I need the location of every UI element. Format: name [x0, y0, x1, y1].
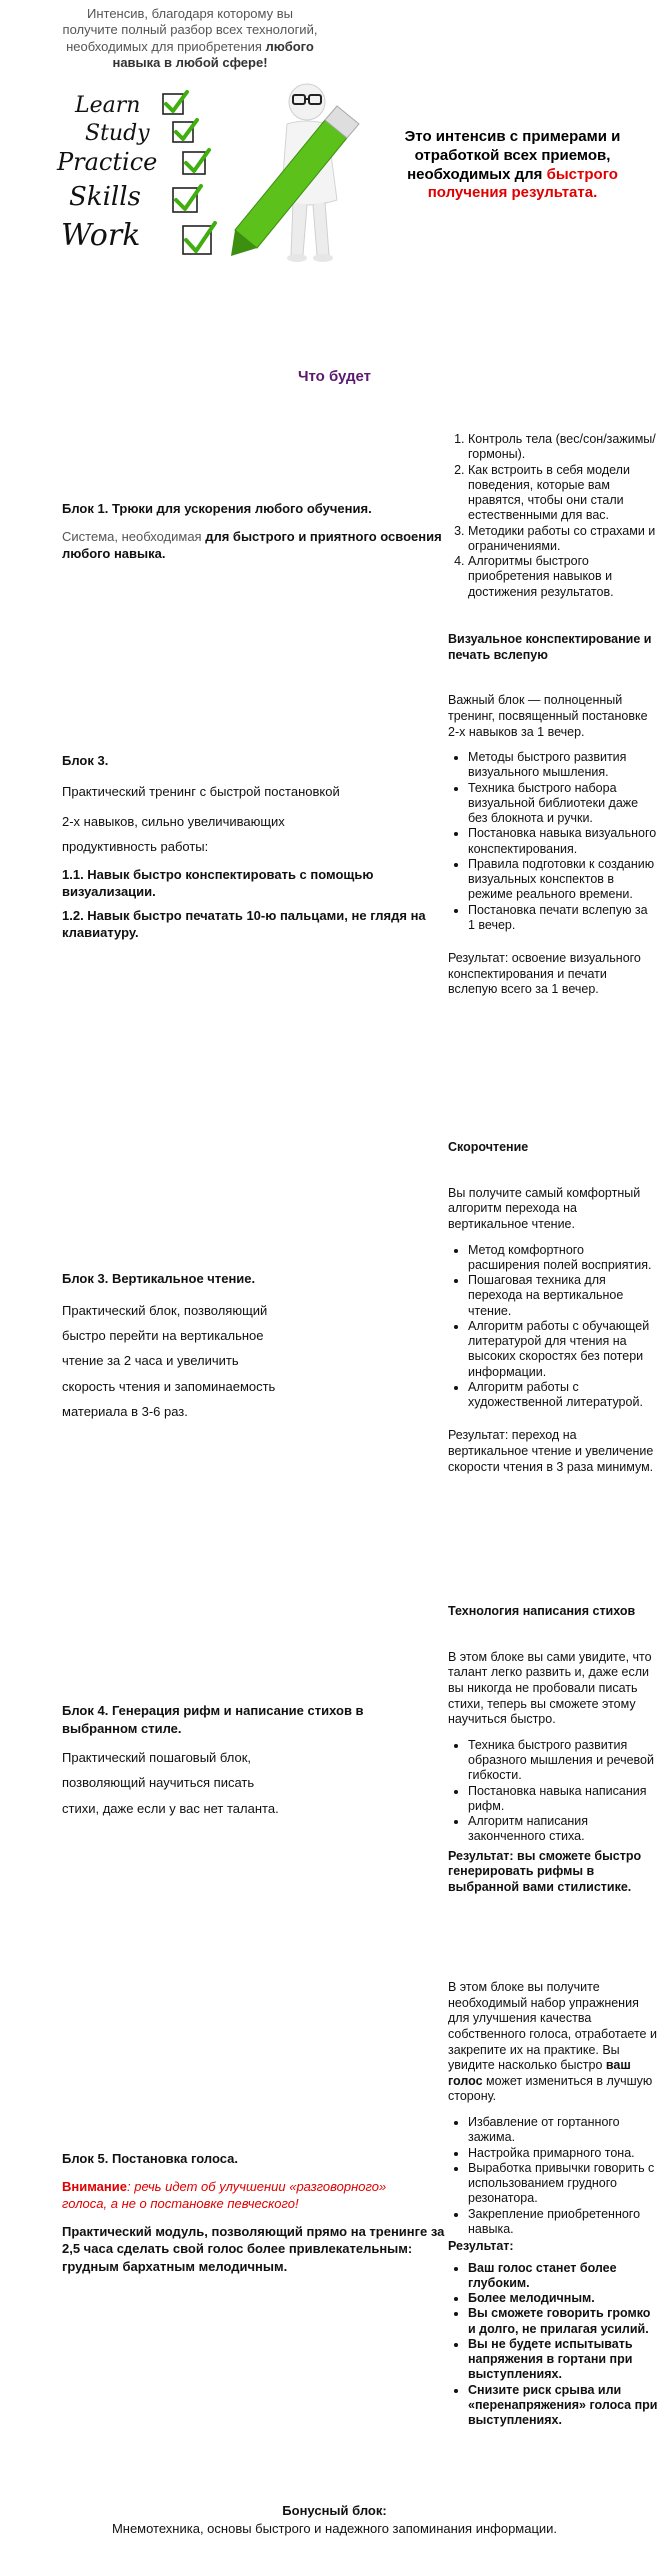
block2-left [62, 752, 457, 948]
block2-list [448, 750, 658, 933]
block3-line: чтение за 2 часа и увеличить [62, 1353, 239, 1369]
word-work: Work [61, 218, 141, 253]
list-item: • Метод комфортного расширения полей восприятия. [468, 1243, 658, 1274]
block4-list [448, 1738, 658, 1845]
word-practice: Practice [57, 148, 158, 176]
block3-list [448, 1243, 658, 1411]
block2-result: Результат: освоение визуального конспектирования и печати вслепую всего за 1 вечер. [448, 951, 641, 997]
list-item: • Алгоритм работы с обучающей литературой для чтения на высоких скоростях без потери информации. [468, 1319, 658, 1380]
checkmark-icon [166, 92, 187, 111]
list-item: 1. Контроль тела (вес/сон/зажимы/гормоны). [468, 432, 658, 463]
word-learn: Learn [75, 93, 141, 118]
block3-line: Практический блок, позволяющий [62, 1302, 268, 1318]
list-item: • Пошаговая техника для перехода на вертикальное чтение. [468, 1273, 658, 1319]
block5-right [448, 1980, 658, 2440]
block3-right [448, 1140, 658, 1485]
block3-title: Блок 3. Вертикальное чтение. [62, 1271, 256, 1286]
block5-result-label: Результат: [448, 2239, 514, 2253]
block1-left [62, 500, 457, 569]
block4-result: Результат: вы сможете быстро генерировать рифмы в выбранной вами стилистике. [448, 1848, 642, 1894]
list-item: • Техника быстрого развития образного мышления и речевой гибкости. [468, 1738, 658, 1784]
list-item: 3. Методики работы со страхами и ограничениями. [468, 524, 658, 555]
block4-line: Практический пошаговый блок, [62, 1750, 252, 1766]
list-item: • Ваш голос станет более глубоким. [468, 2261, 658, 2292]
list-item: 2. Как встроить в себя модели поведения, которые вам нравятся, чтобы они стали естественными для вас. [468, 463, 658, 524]
block5-title: Блок 5. Постановка голоса. [62, 2151, 238, 2166]
block2-skill-2: 1.2. Навык быстро печатать 10-ю пальцами, не глядя на клавиатуру. [62, 907, 426, 941]
list-item: • Постановка навыка написания рифм. [468, 1784, 658, 1815]
block5-desc: Практический модуль, позволяющий прямо на тренинге за 2,5 часа сделать свой голос более привлекательным: грудным бархатным мелодичным. [62, 2223, 445, 2274]
list-item: • Техника быстрого набора визуальной библиотеки даже без блокнота и ручки. [468, 781, 658, 827]
list-item: • Избавление от гортанного зажима. [468, 2115, 658, 2146]
block2-line: 2-х навыков, сильно увеличивающих [62, 814, 285, 830]
block3-intro: Вы получите самый комфортный алгоритм перехода на вертикальное чтение. [448, 1185, 641, 1231]
block1-desc: Система, необходимая для быстрого и приятного освоения любого навыка. [62, 528, 442, 562]
block4-line: позволяющий научиться писать [62, 1775, 255, 1791]
bonus-title: Бонусный блок: [282, 2503, 387, 2518]
list-item: • Постановка навыка визуального конспектирования. [468, 826, 658, 857]
block2-heading: Визуальное конспектирование и печать вслепую [448, 632, 652, 662]
block5-list [448, 2115, 658, 2237]
block2-line: Практический тренинг с быстрой постановкой [62, 783, 340, 799]
block4-heading: Технология написания стихов [448, 1604, 636, 1618]
section-title: Что будет [297, 368, 372, 385]
list-item: • Методы быстрого развития визуального мышления. [468, 750, 658, 781]
block3-line: материала в 3-6 раз. [62, 1403, 188, 1419]
block5-left [62, 2150, 457, 2281]
block3-line: быстро перейти на вертикальное [62, 1327, 264, 1343]
list-item: • Вы сможете говорить громко и долго, не прилагая усилий. [468, 2306, 658, 2337]
list-item: 4. Алгоритмы быстрого приобретения навыков и достижения результатов. [468, 554, 658, 600]
list-item: • Выработка привычки говорить с использованием грудного резонатора. [468, 2161, 658, 2207]
block2-intro: Важный блок — полноценный тренинг, посвященный постановке 2-х навыков за 1 вечер. [448, 693, 648, 739]
word-study: Study [85, 121, 150, 146]
list-item: • Алгоритм написания законченного стиха. [468, 1814, 658, 1845]
block2-right [448, 632, 658, 1008]
block2-skill-1: 1.1. Навык быстро конспектировать с помощью визуализации. [62, 866, 374, 900]
block3-line: скорость чтения и запоминаемость [62, 1378, 276, 1394]
block2-title: Блок 3. [62, 753, 109, 768]
list-item: • Настройка примарного тона. [468, 2146, 658, 2161]
block5-attention: Внимание: речь идет об улучшении «разговорного» голоса, а не о постановке певческого! [62, 2178, 387, 2212]
block5-intro: В этом блоке вы получите необходимый набор упражнения для улучшения качества собственного голоса, отработаете и закрепите их на практике. Вы увидите насколько быстро ваш голос может измениться в лучшую сторону. [448, 1980, 657, 2104]
block3-heading: Скорочтение [448, 1140, 529, 1154]
block4-right [448, 1604, 658, 1905]
list-item: • Алгоритм работы с художественной литературой. [468, 1380, 658, 1411]
intro-text: Интенсив, благодаря которому вы получите полный разбор всех технологий, необходимых для приобретения любого навыка в любой сфере! [62, 6, 318, 70]
block2-line: продуктивность работы: [62, 838, 209, 854]
block4-line: стихи, даже если у вас нет таланта. [62, 1800, 279, 1816]
block1-list [448, 432, 658, 600]
list-item: • Постановка печати вслепую за 1 вечер. [468, 903, 658, 934]
bonus-section [0, 2502, 669, 2537]
hero-illustration [55, 80, 375, 325]
bonus-text: Мнемотехника, основы быстрого и надежного запоминания информации. [111, 2520, 558, 2536]
list-item: • Закрепление приобретенного навыка. [468, 2207, 658, 2238]
hero-tagline: Это интенсив с примерами и отработкой всех приемов, необходимых для быстрого получения результата. [404, 128, 621, 202]
block4-intro: В этом блоке вы сами увидите, что талант легко развить и, даже если вы никогда не пробовали писать стихи, теперь вы сможете этому научиться быстро. [448, 1649, 652, 1727]
block3-result: Результат: переход на вертикальное чтение и увеличение скорости чтения в 3 раза минимум. [448, 1428, 654, 1474]
list-item: • Снизите риск срыва или «перенапряжения» голоса при выступлениях. [468, 2383, 658, 2429]
block1-title: Блок 1. Трюки для ускорения любого обучения. [62, 501, 372, 516]
list-item: • Более мелодичным. [468, 2291, 658, 2306]
block5-result-list [448, 2261, 658, 2429]
block1-right [448, 432, 658, 612]
list-item: • Вы не будете испытывать напряжения в гортани при выступлениях. [468, 2337, 658, 2383]
block4-title: Блок 4. Генерация рифм и написание стихов в выбранном стиле. [62, 1703, 364, 1736]
block3-left [62, 1270, 457, 1430]
checkmark-icon [176, 120, 197, 139]
block4-left [62, 1702, 457, 1827]
word-skills: Skills [69, 182, 141, 212]
list-item: • Правила подготовки к созданию визуальных конспектов в режиме реального времени. [468, 857, 658, 903]
